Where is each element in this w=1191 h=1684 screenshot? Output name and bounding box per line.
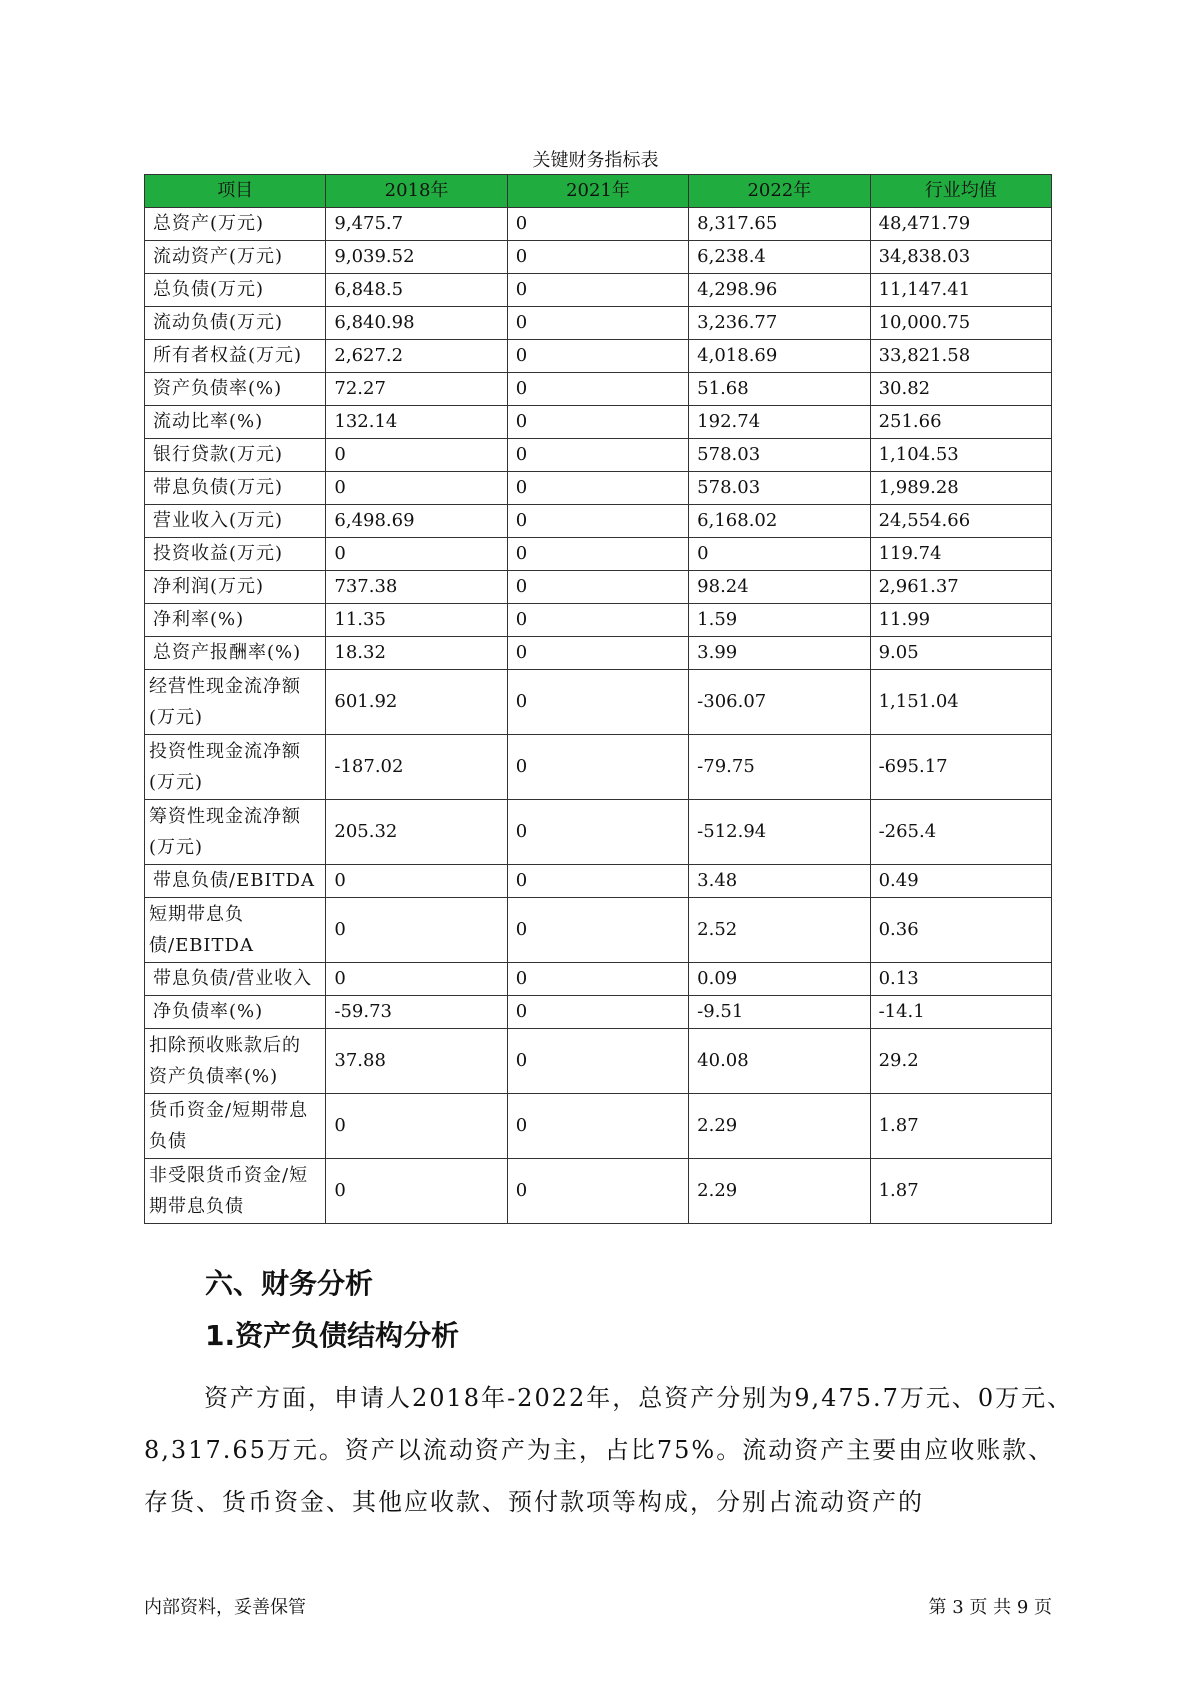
row-label: 流动负债(万元) (145, 307, 326, 340)
row-label: 净利率(%) (145, 604, 326, 637)
table-cell: -79.75 (689, 735, 870, 800)
row-label: 流动资产(万元) (145, 241, 326, 274)
table-cell: 48,471.79 (870, 208, 1051, 241)
table-cell: 0 (326, 1159, 507, 1224)
table-cell: 2,627.2 (326, 340, 507, 373)
column-header: 2018年 (326, 175, 507, 208)
table-row (145, 1094, 1052, 1159)
row-label: 净负债率(%) (145, 996, 326, 1029)
table-cell: 0 (507, 865, 688, 898)
table-cell: -187.02 (326, 735, 507, 800)
row-label: 营业收入(万元) (145, 505, 326, 538)
section-heading: 六、财务分析 (205, 1267, 374, 1300)
table-cell: 3.48 (689, 865, 870, 898)
table-cell: 3.99 (689, 637, 870, 670)
table-cell: 98.24 (689, 571, 870, 604)
table-cell: 29.2 (870, 1029, 1051, 1094)
table-row (145, 865, 1052, 898)
table-row (145, 340, 1052, 373)
table-row (145, 472, 1052, 505)
table-cell: 6,840.98 (326, 307, 507, 340)
table-cell: 2.52 (689, 898, 870, 963)
table-row (145, 963, 1052, 996)
table-cell: 0 (507, 800, 688, 865)
row-label: 总资产(万元) (145, 208, 326, 241)
table-row (145, 1159, 1052, 1224)
table-cell: 0 (326, 963, 507, 996)
table-cell: 37.88 (326, 1029, 507, 1094)
column-header: 2022年 (689, 175, 870, 208)
table-row (145, 898, 1052, 963)
table-row (145, 670, 1052, 735)
table-cell: 1.87 (870, 1159, 1051, 1224)
table-cell: 9,039.52 (326, 241, 507, 274)
table-cell: 1.59 (689, 604, 870, 637)
table-cell: 51.68 (689, 373, 870, 406)
table-cell: 0 (507, 604, 688, 637)
table-cell: 0 (507, 538, 688, 571)
row-label: 净利润(万元) (145, 571, 326, 604)
table-row (145, 373, 1052, 406)
table-cell: 0 (507, 406, 688, 439)
table-cell: 0 (689, 538, 870, 571)
table-row (145, 439, 1052, 472)
table-cell: -695.17 (870, 735, 1051, 800)
table-cell: 0 (326, 439, 507, 472)
table-caption: 关键财务指标表 (532, 150, 659, 171)
table-cell: 0.36 (870, 898, 1051, 963)
row-label: 带息负债/营业收入 (145, 963, 326, 996)
table-cell: 0 (507, 307, 688, 340)
table-cell: 33,821.58 (870, 340, 1051, 373)
row-label: 非受限货币资金/短期带息负债 (145, 1159, 326, 1224)
table-cell: 40.08 (689, 1029, 870, 1094)
table-cell: 1,989.28 (870, 472, 1051, 505)
table-cell: 0 (507, 898, 688, 963)
table-cell: 0 (326, 865, 507, 898)
table-cell: 30.82 (870, 373, 1051, 406)
table-cell: 6,168.02 (689, 505, 870, 538)
table-cell: 0 (507, 505, 688, 538)
table-cell: 0 (507, 963, 688, 996)
table-cell: 0 (507, 472, 688, 505)
table-cell: 0 (507, 1159, 688, 1224)
table-header-row (145, 175, 1052, 208)
table-cell: 132.14 (326, 406, 507, 439)
table-cell: 0 (507, 340, 688, 373)
table-cell: 0 (326, 1094, 507, 1159)
table-cell: 0 (507, 571, 688, 604)
table-cell: 3,236.77 (689, 307, 870, 340)
table-cell: 72.27 (326, 373, 507, 406)
table-cell: 11.35 (326, 604, 507, 637)
table-cell: 0 (507, 439, 688, 472)
table-body (145, 208, 1052, 1224)
row-label: 带息负债(万元) (145, 472, 326, 505)
table-cell: 0.13 (870, 963, 1051, 996)
table-cell: 11.99 (870, 604, 1051, 637)
row-label: 投资收益(万元) (145, 538, 326, 571)
table-row (145, 538, 1052, 571)
table-row (145, 307, 1052, 340)
table-row (145, 274, 1052, 307)
table-cell: 0 (507, 1029, 688, 1094)
table-cell: 0 (326, 898, 507, 963)
table-row (145, 1029, 1052, 1094)
table-cell: 9.05 (870, 637, 1051, 670)
row-label: 资产负债率(%) (145, 373, 326, 406)
table-cell: 0 (507, 996, 688, 1029)
table-cell: -265.4 (870, 800, 1051, 865)
table-cell: -512.94 (689, 800, 870, 865)
table-cell: 24,554.66 (870, 505, 1051, 538)
table-cell: 119.74 (870, 538, 1051, 571)
table-cell: 34,838.03 (870, 241, 1051, 274)
table-cell: 0 (507, 373, 688, 406)
column-header: 2021年 (507, 175, 688, 208)
table-cell: 578.03 (689, 472, 870, 505)
table-cell: 737.38 (326, 571, 507, 604)
table-row (145, 505, 1052, 538)
row-label: 总负债(万元) (145, 274, 326, 307)
body-paragraph: 资产方面，申请人2018年-2022年，总资产分别为9,475.7万元、0万元、8,317.65万元。资产以流动资产为主，占比75%。流动资产主要由应收账款、存货、货币资金、其他应收款、预付款项等构成，分别占流动资产的 (144, 1384, 1074, 1516)
row-label: 货币资金/短期带息负债 (145, 1094, 326, 1159)
table-cell: 4,018.69 (689, 340, 870, 373)
table-row (145, 604, 1052, 637)
table-cell: -59.73 (326, 996, 507, 1029)
footer-page-number: 第 3 页 共 9 页 (928, 1597, 1052, 1618)
subsection-heading: 1.资产负债结构分析 (205, 1319, 460, 1352)
row-label: 流动比率(%) (145, 406, 326, 439)
table-row (145, 241, 1052, 274)
table-cell: 2.29 (689, 1159, 870, 1224)
table-row (145, 996, 1052, 1029)
table-cell: 0 (507, 241, 688, 274)
row-label: 经营性现金流净额(万元) (145, 670, 326, 735)
row-label: 银行贷款(万元) (145, 439, 326, 472)
table-cell: 9,475.7 (326, 208, 507, 241)
row-label: 扣除预收账款后的资产负债率(%) (145, 1029, 326, 1094)
table-cell: 205.32 (326, 800, 507, 865)
column-header: 项目 (145, 175, 326, 208)
financial-indicators-table (144, 174, 1052, 1224)
table-cell: 4,298.96 (689, 274, 870, 307)
table-cell: -14.1 (870, 996, 1051, 1029)
table-cell: 10,000.75 (870, 307, 1051, 340)
table-cell: 11,147.41 (870, 274, 1051, 307)
row-label: 带息负债/EBITDA (145, 865, 326, 898)
table-cell: 0.09 (689, 963, 870, 996)
table-cell: 2,961.37 (870, 571, 1051, 604)
row-label: 筹资性现金流净额(万元) (145, 800, 326, 865)
table-cell: 251.66 (870, 406, 1051, 439)
row-label: 所有者权益(万元) (145, 340, 326, 373)
table-cell: 0.49 (870, 865, 1051, 898)
table-cell: 18.32 (326, 637, 507, 670)
table-cell: 0 (507, 637, 688, 670)
table-cell: 0 (507, 1094, 688, 1159)
table-row (145, 571, 1052, 604)
table-cell: 8,317.65 (689, 208, 870, 241)
table-cell: 0 (507, 274, 688, 307)
footer-confidential-note: 内部资料，妥善保管 (144, 1597, 306, 1618)
table-row (145, 800, 1052, 865)
table-cell: 0 (507, 735, 688, 800)
table-cell: 601.92 (326, 670, 507, 735)
row-label: 投资性现金流净额(万元) (145, 735, 326, 800)
table-cell: 0 (507, 670, 688, 735)
row-label: 总资产报酬率(%) (145, 637, 326, 670)
table-cell: -306.07 (689, 670, 870, 735)
column-header: 行业均值 (870, 175, 1051, 208)
table-row (145, 637, 1052, 670)
table-cell: 0 (507, 208, 688, 241)
table-row (145, 208, 1052, 241)
table-cell: 578.03 (689, 439, 870, 472)
table-cell: 192.74 (689, 406, 870, 439)
table-cell: 1,151.04 (870, 670, 1051, 735)
table-cell: 6,238.4 (689, 241, 870, 274)
table-cell: 6,498.69 (326, 505, 507, 538)
row-label: 短期带息负债/EBITDA (145, 898, 326, 963)
table-cell: 1.87 (870, 1094, 1051, 1159)
table-cell: -9.51 (689, 996, 870, 1029)
table-cell: 2.29 (689, 1094, 870, 1159)
table-row (145, 406, 1052, 439)
table-cell: 1,104.53 (870, 439, 1051, 472)
table-row (145, 735, 1052, 800)
table-cell: 0 (326, 538, 507, 571)
table-cell: 6,848.5 (326, 274, 507, 307)
table-cell: 0 (326, 472, 507, 505)
